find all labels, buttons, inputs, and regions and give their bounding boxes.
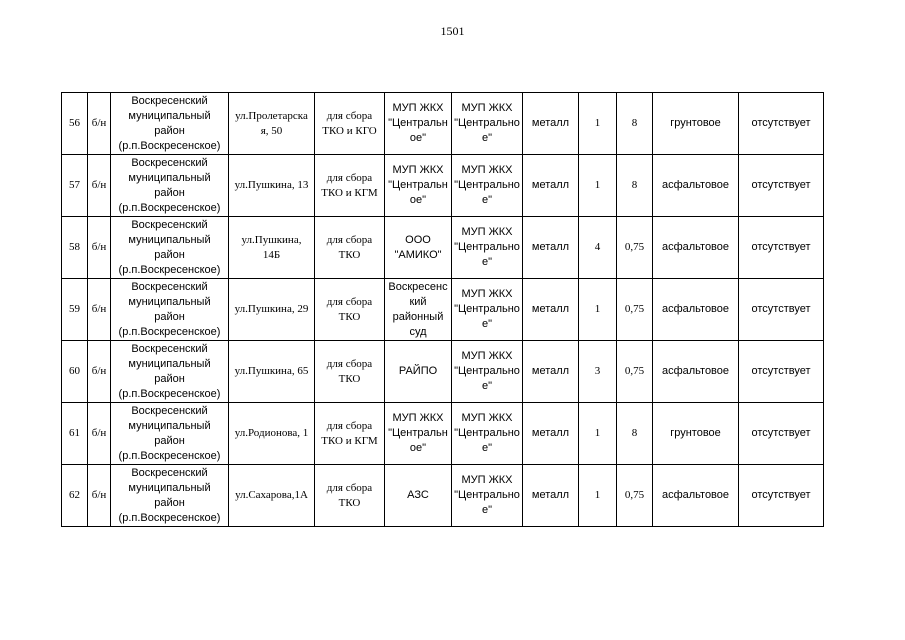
container-count-cell: 1 [579,93,617,155]
cell-line: ое" [409,132,427,144]
owner-cell [385,341,452,403]
district-cell [111,341,229,403]
cell-line: район [154,372,185,385]
district-cell [111,93,229,155]
table-row [62,93,824,155]
table-row [62,155,824,217]
fence-cell: отсутствует [739,155,824,217]
surface-cell: асфальтовое [653,465,739,527]
cell-line: Воскресенский [131,218,208,231]
row-number-cell: 61 [62,403,88,465]
cell-line: суд [409,325,427,338]
container-count-cell: 1 [579,155,617,217]
cell-line: ое" [409,194,427,206]
cell-line: МУП ЖКХ [461,164,513,176]
cell-line: "Центрально [454,489,520,501]
operator-cell [452,279,523,341]
address-cell [229,341,315,403]
cell-line: кий [409,295,427,308]
operator-cell [452,93,523,155]
cell-line: МУП ЖКХ [461,350,513,362]
cell-line: Воскресенский [131,156,208,169]
cell-line: ТКО [338,248,361,261]
cell-line: ТКО [338,496,361,509]
cell-line: ТКО [338,310,361,323]
surface-cell: асфальтовое [653,341,739,403]
surface-cell: асфальтовое [653,217,739,279]
address-cell [229,403,315,465]
owner-cell [385,93,452,155]
row-number-cell: 59 [62,279,88,341]
cell-line: муниципальный [128,481,211,494]
cell-line: для сбора [326,481,373,494]
cell-line: МУП ЖКХ [461,102,513,114]
cell-line: "Центрально [454,241,520,253]
purpose-cell [315,403,385,465]
cell-line: "Центральн [388,179,448,191]
cell-line: "Центрально [454,365,520,377]
cell-line: ул.Пушкина, [241,233,302,246]
container-volume-cell: 8 [617,155,653,217]
container-count-cell: 3 [579,341,617,403]
registry-number-cell: б/н [88,465,111,527]
owner-cell [385,217,452,279]
cell-line: ООО [405,233,431,246]
material-cell: металл [523,403,579,465]
container-volume-cell: 0,75 [617,217,653,279]
cell-line: "Центрально [454,179,520,191]
cell-line: Воскресенский [131,466,208,479]
cell-line: "Центральн [388,427,448,439]
cell-line: муниципальный [128,295,211,308]
cell-line: (р.п.Воскресенское) [118,325,221,338]
district-cell [111,279,229,341]
registry-number-cell: б/н [88,217,111,279]
fence-cell: отсутствует [739,465,824,527]
address-cell [229,93,315,155]
container-count-cell: 1 [579,465,617,527]
cell-line: (р.п.Воскресенское) [118,139,221,152]
purpose-cell [315,155,385,217]
cell-line: ое" [409,442,427,454]
material-cell: металл [523,217,579,279]
cell-line: 14Б [262,248,281,261]
operator-cell [452,155,523,217]
row-number-cell: 57 [62,155,88,217]
address-cell [229,465,315,527]
fence-cell: отсутствует [739,341,824,403]
cell-line: район [154,310,185,323]
cell-line: "Центрально [454,303,520,315]
cell-line: (р.п.Воскресенское) [118,263,221,276]
address-cell [229,279,315,341]
cell-line: е" [481,256,493,268]
owner-cell [385,465,452,527]
purpose-cell [315,465,385,527]
material-cell: металл [523,341,579,403]
cell-line: ТКО и КГО [322,124,377,137]
table-row [62,403,824,465]
cell-line: Воскресенский [131,280,208,293]
row-number-cell: 62 [62,465,88,527]
row-number-cell: 56 [62,93,88,155]
table-row [62,465,824,527]
cell-line: е" [481,194,493,206]
cell-line: для сбора [326,357,373,370]
container-volume-cell: 0,75 [617,341,653,403]
row-number-cell: 60 [62,341,88,403]
registry-number-cell: б/н [88,341,111,403]
registry-number-cell: б/н [88,155,111,217]
cell-line: район [154,124,185,137]
cell-line: муниципальный [128,109,211,122]
owner-cell [385,403,452,465]
table-row [62,217,824,279]
cell-line: (р.п.Воскресенское) [118,449,221,462]
page-number: 1501 [440,24,465,38]
cell-line: район [154,434,185,447]
cell-line: ул.Сахарова,1А [235,489,308,501]
cell-line: е" [481,132,493,144]
cell-line: для сбора [326,295,373,308]
purpose-cell [315,341,385,403]
operator-cell [452,341,523,403]
purpose-cell [315,93,385,155]
owner-cell [385,279,452,341]
table-row [62,279,824,341]
cell-line: я, 50 [260,124,283,137]
cell-line: МУП ЖКХ [392,412,444,424]
purpose-cell [315,217,385,279]
cell-line: (р.п.Воскресенское) [118,511,221,524]
cell-line: район [154,186,185,199]
cell-line: "АМИКО" [394,248,442,261]
cell-line: для сбора [326,233,373,246]
cell-line: ул.Пушкина, 13 [234,179,309,191]
cell-line: район [154,496,185,509]
registry-number-cell: б/н [88,279,111,341]
cell-line: для сбора [326,171,373,184]
cell-line: для сбора [326,419,373,432]
cell-line: ул.Родионова, 1 [234,427,309,439]
row-number-cell: 58 [62,217,88,279]
cell-line: (р.п.Воскресенское) [118,201,221,214]
material-cell: металл [523,93,579,155]
cell-line: муниципальный [128,233,211,246]
district-cell [111,403,229,465]
cell-line: Воскресенский [131,94,208,107]
address-cell [229,155,315,217]
registry-number-cell: б/н [88,403,111,465]
purpose-cell [315,279,385,341]
cell-line: е" [481,504,493,516]
cell-line: муниципальный [128,171,211,184]
container-volume-cell: 8 [617,403,653,465]
cell-line: Воскресенский [131,342,208,355]
cell-line: районный [392,310,444,323]
container-volume-cell: 0,75 [617,465,653,527]
cell-line: МУП ЖКХ [461,412,513,424]
cell-line: ТКО [338,372,361,385]
address-cell [229,217,315,279]
container-count-cell: 4 [579,217,617,279]
container-count-cell: 1 [579,279,617,341]
cell-line: ул.Пушкина, 29 [234,303,309,315]
fence-cell: отсутствует [739,403,824,465]
material-cell: металл [523,465,579,527]
cell-line: район [154,248,185,261]
cell-line: "Центральн [388,117,448,129]
cell-line: ул.Пушкина, 65 [234,365,309,377]
cell-line: Воскресенский [131,404,208,417]
fence-cell: отсутствует [739,217,824,279]
fence-cell: отсутствует [739,279,824,341]
container-volume-cell: 8 [617,93,653,155]
surface-cell: грунтовое [653,93,739,155]
cell-line: ул.Пролетарска [235,109,308,122]
cell-line: (р.п.Воскресенское) [118,387,221,400]
material-cell: металл [523,279,579,341]
container-count-cell: 1 [579,403,617,465]
material-cell: металл [523,155,579,217]
cell-line: Воскресенс [388,280,448,293]
table-body [62,93,824,527]
operator-cell [452,217,523,279]
cell-line: МУП ЖКХ [461,288,513,300]
surface-cell: асфальтовое [653,279,739,341]
operator-cell [452,465,523,527]
cell-line: ТКО и КГМ [321,434,378,447]
cell-line: РАЙПО [398,365,438,377]
cell-line: МУП ЖКХ [392,164,444,176]
cell-line: "Центрально [454,117,520,129]
cell-line: е" [481,380,493,392]
owner-cell [385,155,452,217]
cell-line: для сбора [326,109,373,122]
cell-line: МУП ЖКХ [461,226,513,238]
cell-line: ТКО и КГМ [321,186,378,199]
cell-line: "Центрально [454,427,520,439]
cell-line: муниципальный [128,357,211,370]
cell-line: АЗС [407,489,429,501]
cell-line: е" [481,442,493,454]
surface-cell: грунтовое [653,403,739,465]
waste-sites-table [61,92,824,527]
operator-cell [452,403,523,465]
cell-line: муниципальный [128,419,211,432]
registry-number-cell: б/н [88,93,111,155]
table-row [62,341,824,403]
cell-line: МУП ЖКХ [392,102,444,114]
container-volume-cell: 0,75 [617,279,653,341]
district-cell [111,465,229,527]
fence-cell: отсутствует [739,93,824,155]
cell-line: е" [481,318,493,330]
cell-line: МУП ЖКХ [461,474,513,486]
district-cell [111,155,229,217]
district-cell [111,217,229,279]
surface-cell: асфальтовое [653,155,739,217]
